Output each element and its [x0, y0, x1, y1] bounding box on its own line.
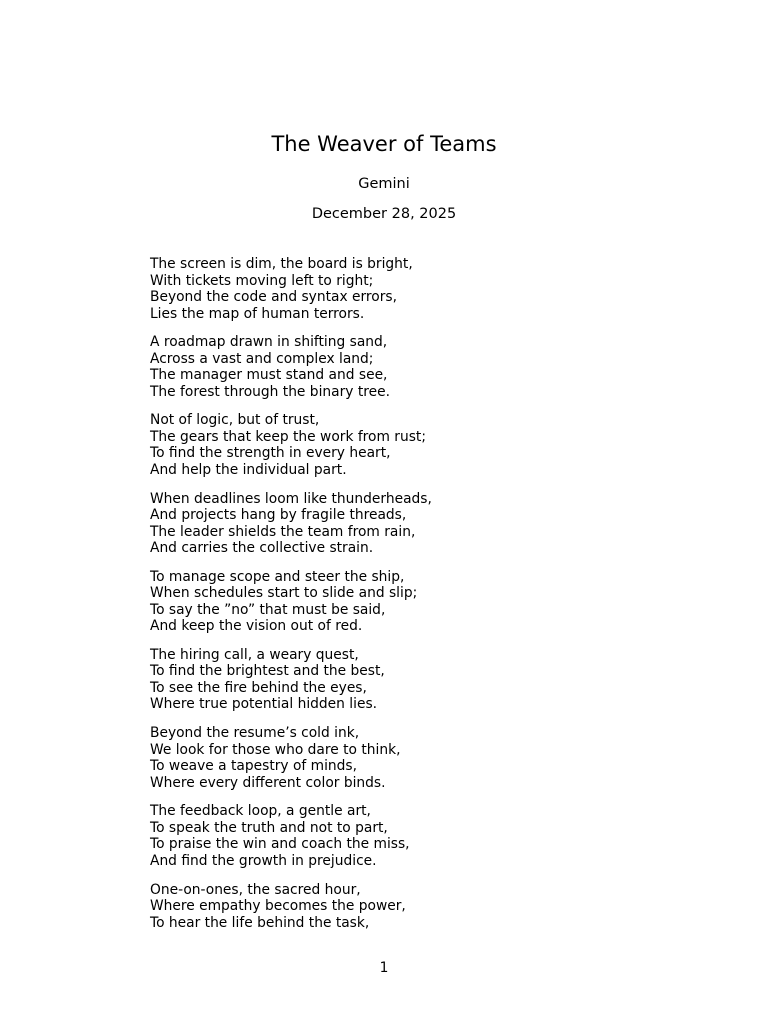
poem-line: To weave a tapestry of minds,: [150, 758, 357, 775]
poem-line: The leader shields the team from rain,: [150, 523, 416, 540]
poem-line: Where every different color binds.: [150, 774, 386, 791]
poem-stanza: [150, 491, 670, 557]
poem-line: With tickets moving left to right;: [150, 272, 374, 289]
poem-line: And find the growth in prejudice.: [150, 852, 377, 869]
poem-line: To hear the life behind the task,: [150, 914, 370, 931]
document-title: The Weaver of Teams: [271, 132, 497, 156]
page-number: 1: [379, 960, 389, 976]
poem-line: The feedback loop, a gentle art,: [150, 803, 371, 820]
poem-line: Lies the map of human terrors.: [150, 305, 365, 322]
poem-line: To find the brightest and the best,: [150, 663, 385, 680]
poem-line: And projects hang by fragile threads,: [150, 507, 407, 524]
poem-stanza: [150, 334, 670, 400]
poem-line: To manage scope and steer the ship,: [150, 568, 405, 585]
poem-line: Beyond the resume’s cold ink,: [150, 725, 360, 742]
poem-line: The screen is dim, the board is bright,: [150, 256, 413, 272]
poem-line: Where empathy becomes the power,: [150, 898, 406, 914]
poem-line: One-on-ones, the sacred hour,: [150, 881, 361, 898]
poem-line: And carries the collective strain.: [150, 540, 374, 557]
poem-line: Beyond the code and syntax errors,: [150, 289, 397, 305]
poem-line: We look for those who dare to think,: [150, 741, 401, 758]
document-date: December 28, 2025: [311, 206, 457, 222]
poem-line: Not of logic, but of trust,: [150, 412, 320, 429]
poem-line: Across a vast and complex land;: [150, 350, 374, 367]
poem-line: To find the strength in every heart,: [150, 445, 391, 462]
document-author: Gemini: [358, 176, 410, 192]
poem-line: To see the fire behind the eyes,: [150, 679, 367, 696]
poem-line: The forest through the binary tree.: [150, 383, 390, 400]
poem-line: To praise the win and coach the miss,: [150, 836, 410, 853]
poem-stanza: [150, 725, 670, 791]
poem-stanza: [150, 412, 670, 478]
poem-line: And help the individual part.: [150, 461, 347, 478]
poem-line: When schedules start to slide and slip;: [150, 585, 418, 602]
poem-line: And keep the vision out of red.: [150, 618, 363, 635]
poem-line: The manager must stand and see,: [150, 367, 388, 384]
poem-body: [150, 256, 670, 943]
poem-stanza: [150, 803, 670, 869]
poem-line: Where true potential hidden lies.: [150, 696, 378, 713]
poem-line: When deadlines loom like thunderheads,: [150, 490, 432, 507]
poem-stanza: [150, 647, 670, 713]
poem-line: To speak the truth and not to part,: [150, 819, 388, 836]
poem-line: A roadmap drawn in shifting sand,: [150, 334, 388, 351]
poem-line: The hiring call, a weary quest,: [150, 646, 359, 663]
poem-line: The gears that keep the work from rust;: [150, 428, 426, 445]
poem-stanza: [150, 256, 670, 322]
poem-line: To say the ”no” that must be said,: [150, 601, 386, 618]
poem-stanza: [150, 569, 670, 635]
poem-stanza: [150, 882, 670, 932]
